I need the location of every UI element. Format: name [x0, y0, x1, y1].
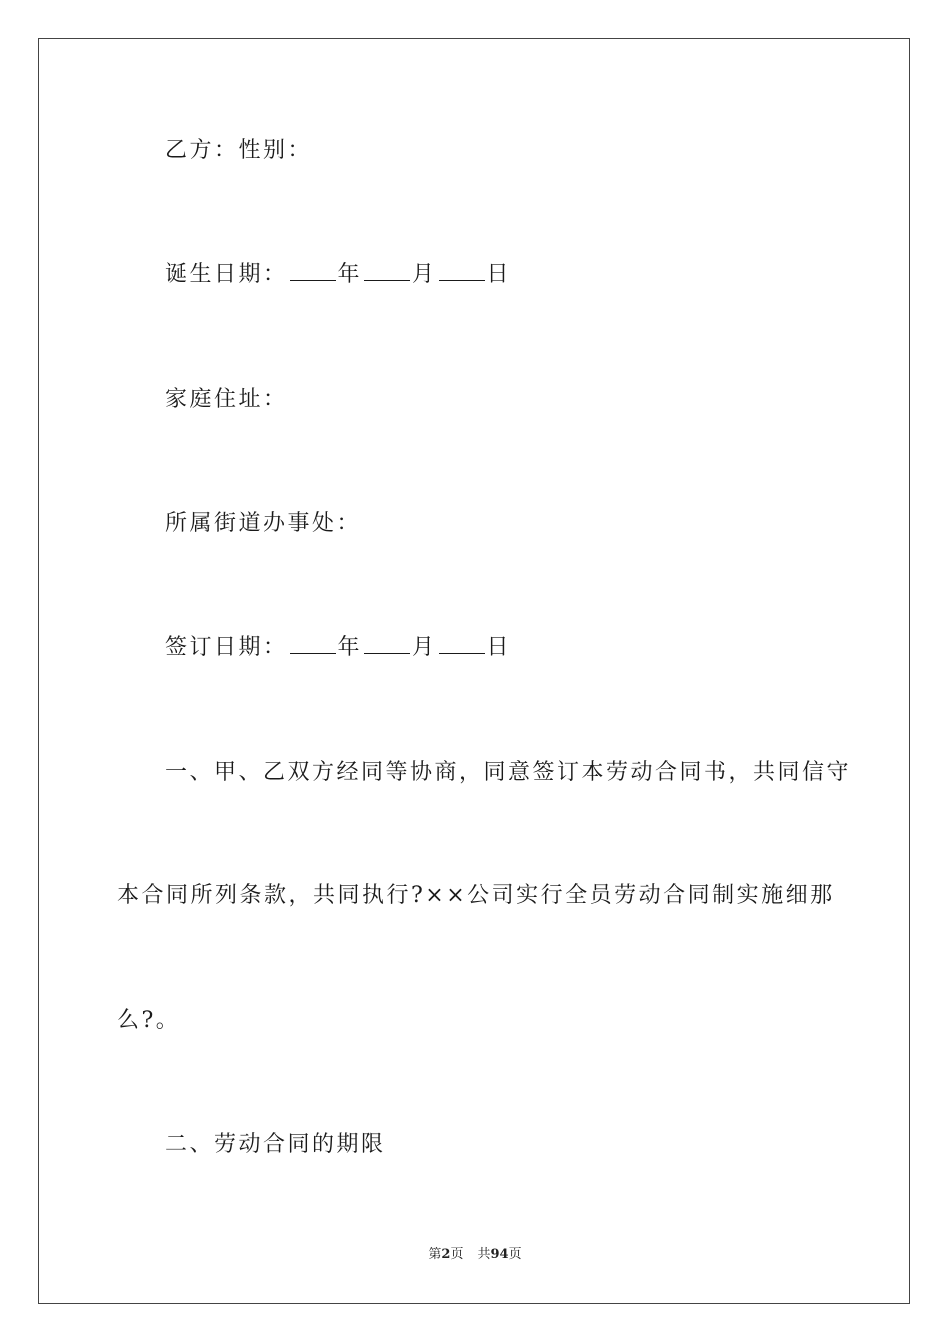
clause1-line2: [117, 881, 835, 911]
page-border: [38, 38, 910, 1304]
sign-month-blank: [364, 633, 410, 654]
birth-year-unit: 年: [337, 262, 363, 287]
clause1-line1: [165, 758, 851, 788]
sign-year-blank: [290, 633, 336, 654]
footer-total-prefix: 共: [477, 1247, 491, 1262]
footer-page-current: 2: [441, 1247, 451, 1262]
home-address-label: 家庭住址：: [165, 387, 288, 412]
street-office-line: [165, 509, 361, 539]
sign-date-line: [165, 633, 511, 663]
birth-year-blank: [290, 260, 336, 281]
clause1-text-1: 一、甲、乙双方经同等协商，同意签订本劳动合同书，共同信守: [165, 760, 852, 785]
sign-month-unit: 月: [412, 635, 437, 660]
party-b-gender-line: [165, 136, 312, 166]
clause1-line3: [117, 1006, 180, 1036]
footer-page-total: 94: [490, 1247, 509, 1262]
clause2-title-line: [165, 1130, 386, 1160]
home-address-line: [165, 385, 288, 415]
clause1-text-2: 本合同所列条款，共同执行?××公司实行全员劳动合同制实施细那: [117, 883, 835, 908]
footer-page-suffix: 页: [450, 1247, 464, 1262]
birth-day-unit: 日: [486, 262, 512, 287]
birth-date-line: [165, 260, 511, 290]
sign-day-unit: 日: [486, 635, 512, 660]
footer-total-suffix: 页: [508, 1247, 522, 1262]
sign-year-unit: 年: [337, 635, 363, 660]
clause2-title: 二、劳动合同的期限: [165, 1132, 386, 1157]
party-b-gender-text: 乙方：性别：: [165, 138, 313, 163]
sign-day-blank: [439, 633, 485, 654]
birth-day-blank: [439, 260, 485, 281]
footer-page-prefix: 第: [428, 1247, 442, 1262]
birth-month-blank: [364, 260, 410, 281]
birth-date-label: 诞生日期：: [165, 262, 288, 287]
birth-month-unit: 月: [412, 262, 437, 287]
sign-date-label: 签订日期：: [165, 635, 288, 660]
street-office-label: 所属街道办事处：: [165, 511, 362, 536]
clause1-text-3: 么?。: [117, 1008, 181, 1033]
page-footer: [0, 1246, 950, 1264]
